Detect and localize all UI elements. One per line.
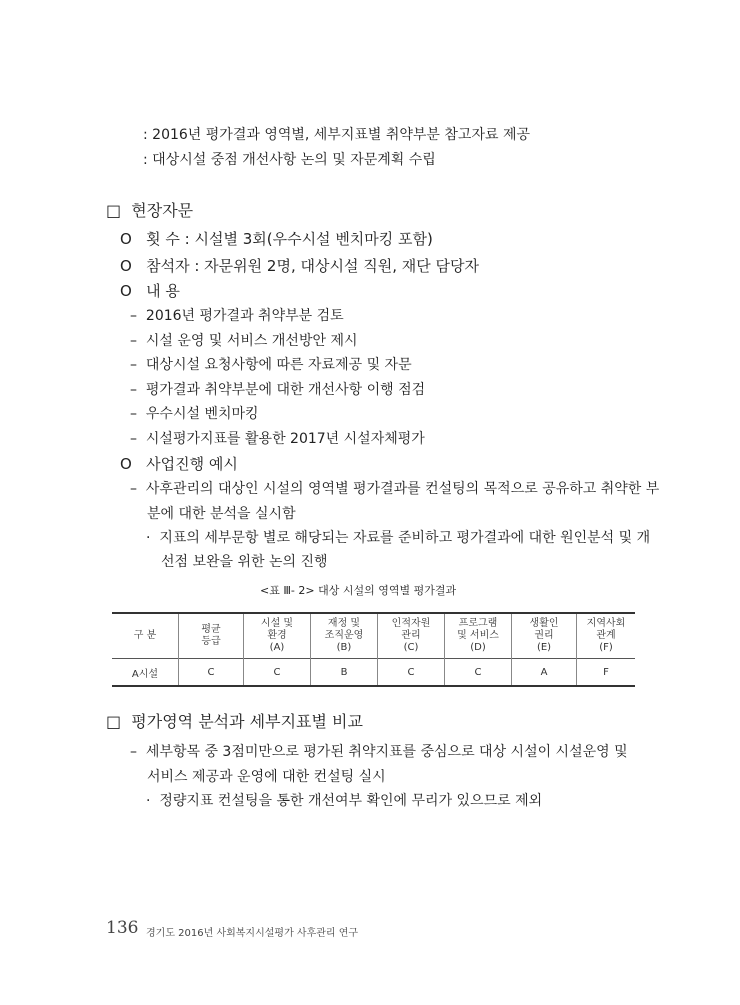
header-community-relations: 지역사회 관계 (F) bbox=[577, 613, 636, 659]
table-cell: C bbox=[244, 659, 311, 687]
item-content bbox=[120, 280, 180, 301]
table-cell: C bbox=[378, 659, 445, 687]
header-finance-organization: 재정 및 조직운영 (B) bbox=[311, 613, 378, 659]
table-cell: C bbox=[445, 659, 512, 687]
content-dash-item: – 2016년 평가결과 취약부분 검토 bbox=[130, 308, 344, 324]
intro-line-1: : 2016년 평가결과 영역별, 세부지표별 취약부분 참고자료 제공 bbox=[143, 127, 530, 143]
comparison-dash-line-2: 서비스 제공과 운영에 대한 컨설팅 실시 bbox=[147, 769, 386, 785]
header-division: 구 분 bbox=[133, 630, 157, 641]
header-facility-environment: 시설 및 환경 (A) bbox=[244, 613, 311, 659]
content-dash-text: 우수시설 벤치마킹 bbox=[145, 406, 259, 422]
content-dash-text: 2016년 평가결과 취약부분 검토 bbox=[145, 308, 344, 324]
content-dash-text: 시설 운영 및 서비스 개선방안 제시 bbox=[145, 333, 358, 349]
table-caption: <표 Ⅲ- 2> 대상 시설의 영역별 평가결과 bbox=[260, 584, 457, 597]
header-resident-rights: 생활인 권리 (E) bbox=[512, 613, 577, 659]
intro-line-2: : 대상시설 중점 개선사항 논의 및 자문계획 수립 bbox=[143, 152, 436, 168]
comparison-dash-line-1: – 세부항목 중 3점미만으로 평가된 취약지표를 중심으로 대상 시설이 시설운영 및 bbox=[130, 744, 628, 760]
item-text: 횟 수 : 시설별 3회(우수시설 벤치마킹 포함) bbox=[146, 230, 433, 248]
table-row bbox=[112, 659, 635, 687]
table-cell: C bbox=[179, 659, 244, 687]
example-dot-line-1: · 지표의 세부문항 별로 해당되는 자료를 준비하고 평가결과에 대한 원인분석 및 개 bbox=[146, 530, 651, 546]
section-heading-onsite bbox=[106, 198, 193, 221]
header-average-grade: 평균 등급 bbox=[179, 613, 244, 659]
table-cell: F bbox=[577, 659, 636, 687]
content-dash-text: 시설평가지표를 활용한 2017년 시설자체평가 bbox=[145, 431, 425, 447]
example-dash-line-1: – 사후관리의 대상인 시설의 영역별 평가결과를 컨설팅의 목적으로 공유하고 취약한 부 bbox=[130, 481, 660, 497]
square-bullet-icon: □ bbox=[106, 712, 122, 731]
circle-bullet-icon: O bbox=[120, 230, 132, 248]
section-heading-comparison bbox=[106, 709, 363, 732]
content-dash-text: 대상시설 요청사항에 따른 자료제공 및 자문 bbox=[145, 357, 412, 373]
item-example bbox=[120, 453, 238, 474]
example-dash-text: 사후관리의 대상인 시설의 영역별 평가결과를 컨설팅의 목적으로 공유하고 취약한 부 bbox=[145, 481, 660, 497]
item-text: 참석자 : 자문위원 2명, 대상시설 직원, 재단 담당자 bbox=[146, 257, 479, 275]
header-human-resources: 인적자원 관리 (C) bbox=[378, 613, 445, 659]
section-title: 평가영역 분석과 세부지표별 비교 bbox=[131, 712, 363, 731]
page-number: 136 bbox=[106, 918, 139, 938]
comparison-dot-text: 정량지표 컨설팅을 통한 개선여부 확인에 무리가 있으므로 제외 bbox=[159, 793, 543, 809]
item-frequency bbox=[120, 228, 433, 249]
content-dash-item: – 시설평가지표를 활용한 2017년 시설자체평가 bbox=[130, 431, 425, 447]
table-header-row bbox=[112, 613, 635, 659]
example-dash-line-2: 분에 대한 분석을 실시함 bbox=[147, 506, 296, 522]
table-cell: A bbox=[512, 659, 577, 687]
table-cell: B bbox=[311, 659, 378, 687]
circle-bullet-icon: O bbox=[120, 257, 132, 275]
item-attendees bbox=[120, 255, 479, 276]
circle-bullet-icon: O bbox=[120, 455, 132, 473]
content-dash-item: – 평가결과 취약부분에 대한 개선사항 이행 점검 bbox=[130, 382, 426, 398]
content-dash-item: – 대상시설 요청사항에 따른 자료제공 및 자문 bbox=[130, 357, 412, 373]
table-cell: A시설 bbox=[131, 668, 159, 680]
item-text: 내 용 bbox=[146, 282, 180, 300]
comparison-dash-text: 세부항목 중 3점미만으로 평가된 취약지표를 중심으로 대상 시설이 시설운영 및 bbox=[145, 744, 628, 760]
content-dash-text: 평가결과 취약부분에 대한 개선사항 이행 점검 bbox=[145, 382, 426, 398]
example-dot-line-2: 선점 보완을 위한 논의 진행 bbox=[161, 554, 328, 570]
example-dot-text: 지표의 세부문항 별로 해당되는 자료를 준비하고 평가결과에 대한 원인분석 및 개 bbox=[159, 530, 651, 546]
content-dash-item: – 시설 운영 및 서비스 개선방안 제시 bbox=[130, 333, 358, 349]
section-title: 현장자문 bbox=[131, 201, 194, 220]
circle-bullet-icon: O bbox=[120, 282, 132, 300]
running-title: 경기도 2016년 사회복지시설평가 사후관리 연구 bbox=[146, 928, 359, 939]
item-text: 사업진행 예시 bbox=[146, 455, 238, 473]
content-dash-item: – 우수시설 벤치마킹 bbox=[130, 406, 259, 422]
comparison-dot-line: · 정량지표 컨설팅을 통한 개선여부 확인에 무리가 있으므로 제외 bbox=[146, 793, 543, 809]
header-program-service: 프로그램 및 서비스 (D) bbox=[445, 613, 512, 659]
evaluation-table bbox=[112, 612, 635, 687]
square-bullet-icon: □ bbox=[106, 201, 122, 220]
